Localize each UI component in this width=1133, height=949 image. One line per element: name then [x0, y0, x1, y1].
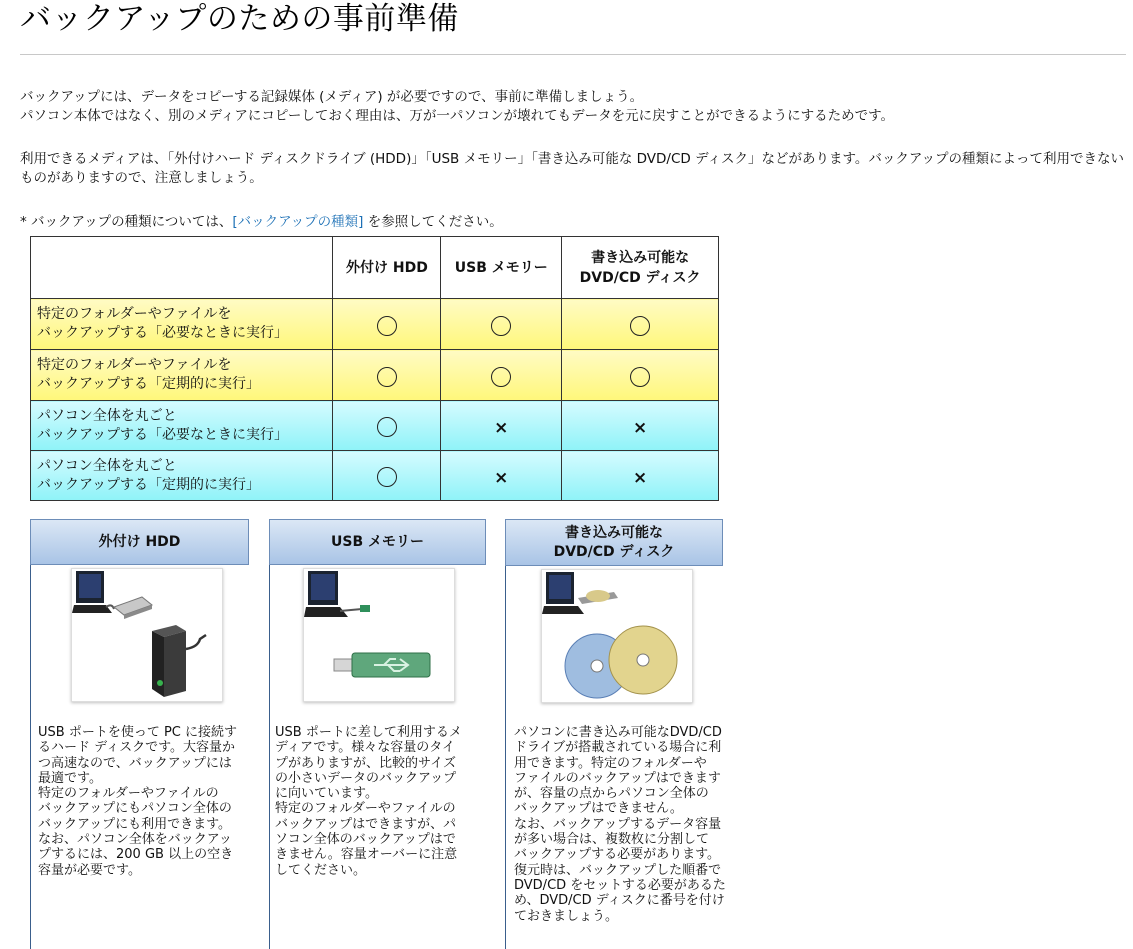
table-header-usb: USB メモリー: [441, 237, 562, 299]
note-suffix: を参照してください。: [363, 214, 503, 230]
intro-line-2: パソコン本体ではなく、別のメディアにコピーしておく理由は、万が一パソコンが壊れてもデータを元に戻すことができるようにするためです。: [20, 108, 894, 124]
card-text-dvd: パソコンに書き込み可能なDVD/CD ドライブが搭載されている場合に利 用できます。特定のフォルダーや ファイルのバックアップはできます が、容量の点からパソコン全体の バックアップはできません。 なお、バックアップするデータ容量 が多い場合は、複数枚に分割して バックアップする必要があります。 復元時は、バックアップした順番で DVD/CD をセットする必要があるた め、DVD/CD ディスクに番号を付け ておきましょう。: [514, 725, 726, 924]
circle-icon: [630, 316, 650, 336]
card-dvd-cd: [505, 519, 726, 949]
table-header-dvd: [562, 237, 719, 299]
mark-cell-dvd: [562, 401, 719, 451]
table-header-row: [31, 237, 719, 299]
backup-types-link[interactable]: [バックアップの種類]: [232, 214, 364, 230]
row-label-line-1: 特定のフォルダーやファイルを: [37, 306, 232, 322]
card-external-hdd: [30, 519, 250, 949]
cross-icon: ×: [494, 417, 509, 438]
row-label-line-2: バックアップする「必要なときに実行」: [37, 325, 289, 341]
row-label-line-2: バックアップする「定期的に実行」: [37, 476, 261, 493]
row-label-line-2: バックアップする「必要なときに実行」: [37, 426, 289, 443]
table-header-empty: [31, 237, 333, 299]
media-comparison-table: [30, 236, 719, 501]
mark-cell-hdd: [333, 350, 441, 401]
card-usb-memory: [269, 519, 486, 949]
page-title: バックアップのための事前準備: [20, 1, 459, 37]
mark-cell-hdd: [333, 401, 441, 451]
circle-icon: [377, 467, 397, 487]
circle-icon: [491, 367, 511, 387]
row-label-line-1: パソコン全体を丸ごと: [37, 457, 177, 474]
usb-memory-image: [303, 568, 455, 702]
external-hdd-image: [71, 568, 223, 702]
row-label: [31, 350, 333, 401]
table-row: [31, 401, 719, 451]
circle-icon: [377, 316, 397, 336]
circle-icon: [491, 316, 511, 336]
intro-paragraph: [20, 88, 1120, 126]
table-row: [31, 451, 719, 501]
card-heading-dvd: [505, 519, 723, 566]
cross-icon: ×: [632, 467, 648, 488]
circle-icon: [377, 417, 397, 437]
card-heading-hdd: 外付け HDD: [30, 519, 249, 565]
mark-cell-dvd: [562, 451, 719, 501]
circle-icon: [377, 367, 397, 387]
card-text-hdd: USB ポートを使って PC に接続す るハード ディスクです。大容量か つ高速なので、バックアップには 最適です。 特定のフォルダーやファイルの バックアップにもパソコン全体の バックアップにも利用できます。 なお、パソコン全体をバックアッ プするには、200 GB 以上の空き 容量が必要です。: [38, 725, 237, 878]
row-label-line-1: 特定のフォルダーやファイルを: [37, 357, 232, 373]
row-label-line-2: バックアップする「定期的に実行」: [37, 376, 261, 392]
card-text-usb: USB ポートに差して利用するメ ディアです。様々な容量のタイ プがありますが、比較的サイズ の小さいデータのバックアップ に向いています。 特定のフォルダーやファイルの バックアップはできますが、パ ソコン全体のバックアップはで きません。容量オーバーに注意 してください。: [275, 725, 462, 878]
mark-cell-hdd: [333, 299, 441, 350]
table-header-dvd-text: 書き込み可能な DVD/CD ディスク: [579, 249, 701, 286]
circle-icon: [630, 367, 650, 387]
table-row: [31, 350, 719, 401]
row-label-line-1: パソコン全体を丸ごと: [37, 407, 177, 424]
table-header-hdd: 外付け HDD: [333, 237, 441, 299]
dvd-cd-image: [541, 569, 693, 703]
mark-cell-usb: [441, 401, 562, 451]
card-heading-dvd-text: 書き込み可能な DVD/CD ディスク: [553, 524, 675, 560]
mark-cell-hdd: [333, 451, 441, 501]
intro-line-1: バックアップには、データをコピーする記録媒体 (メディア) が必要ですので、事前に準備しましょう。: [20, 89, 644, 105]
title-divider: [20, 54, 1126, 55]
note-paragraph: [20, 213, 503, 232]
note-prefix: * バックアップの種類については、: [20, 214, 233, 230]
mark-cell-dvd: [562, 299, 719, 350]
cross-icon: ×: [632, 417, 648, 438]
row-label: [31, 401, 333, 451]
mark-cell-usb: [441, 299, 562, 350]
mark-cell-dvd: [562, 350, 719, 401]
media-paragraph: 利用できるメディアは、「外付けハード ディスクドライブ (HDD)」「USB メモリー」「書き込み可能な DVD/CD ディスク」などがあります。バックアップの種類によって利用できないものがありますので、注意しましょう。: [20, 151, 1124, 186]
card-heading-usb: USB メモリー: [269, 519, 486, 565]
cross-icon: ×: [494, 467, 509, 488]
row-label: [31, 299, 333, 350]
row-label: [31, 451, 333, 501]
mark-cell-usb: [441, 350, 562, 401]
table-row: [31, 299, 719, 350]
mark-cell-usb: [441, 451, 562, 501]
